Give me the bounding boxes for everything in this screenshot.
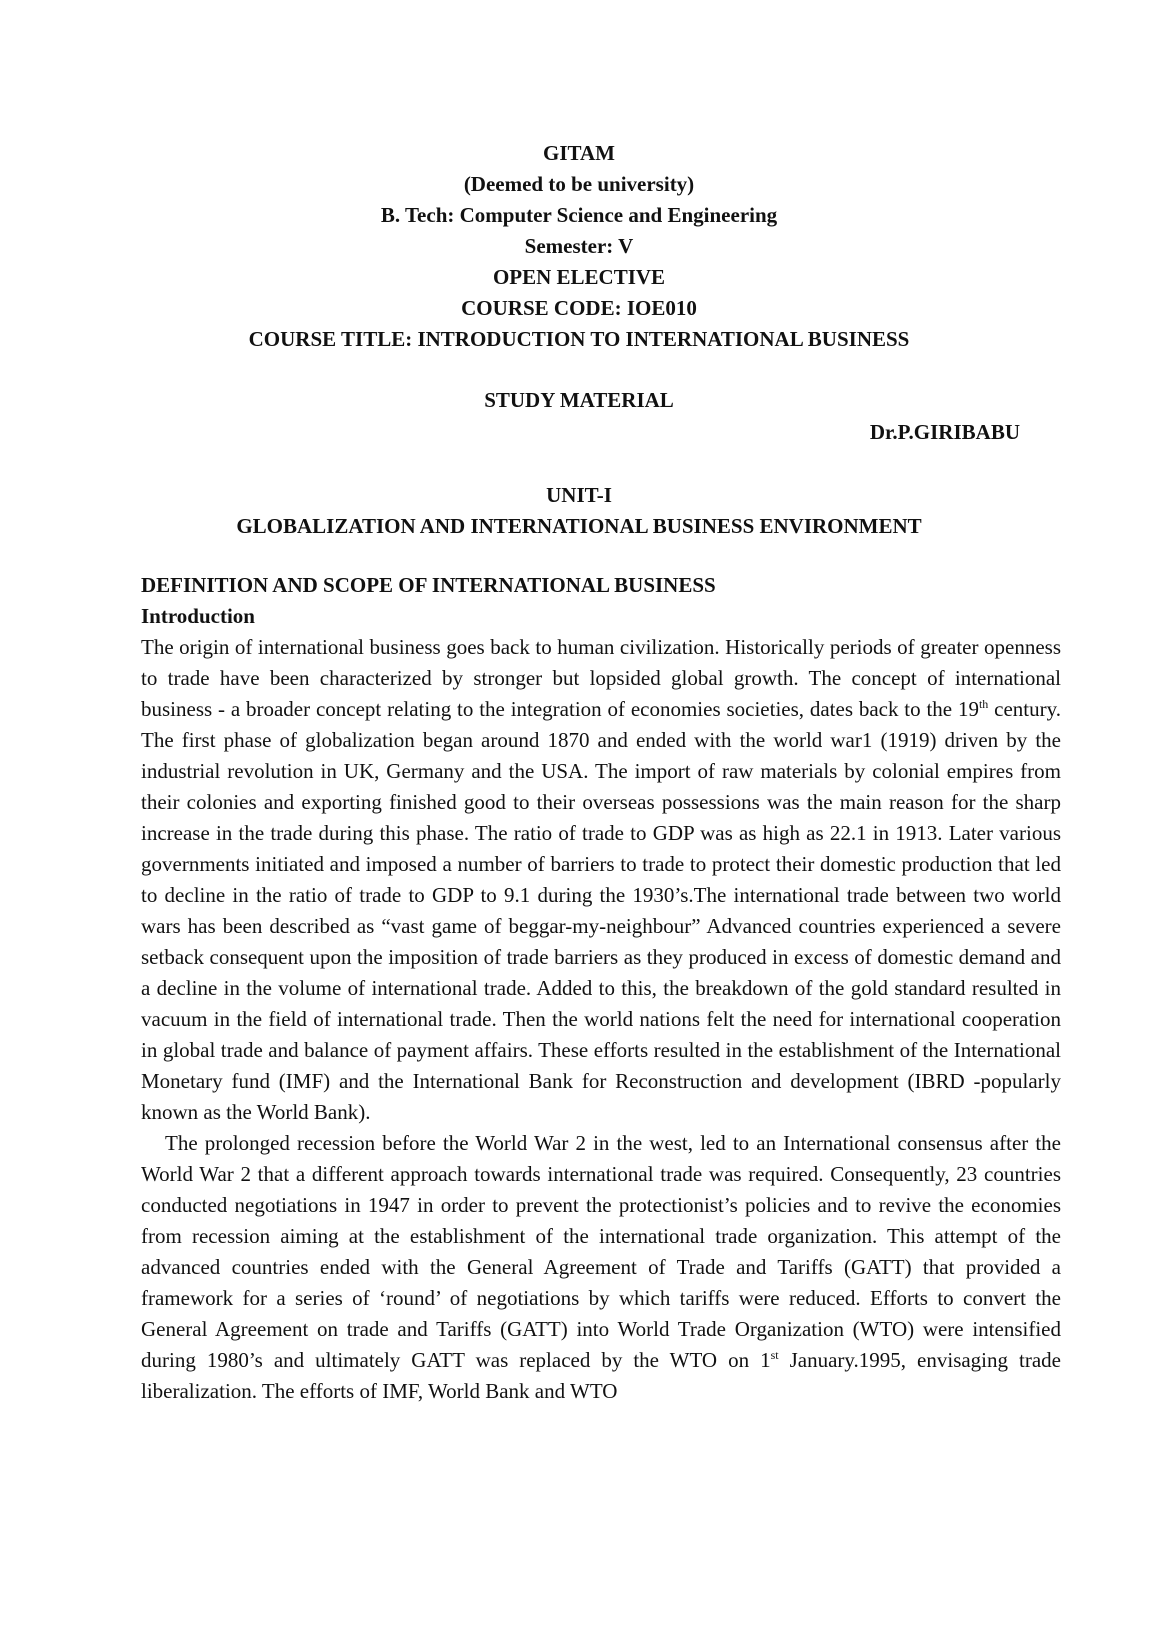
paragraph-1 [141,632,1061,1128]
study-material-heading: STUDY MATERIAL [484,388,674,412]
author-name: Dr.P.GIRIBABU [869,420,1020,444]
paragraph-1-part-b: century. The first phase of globalization began around 1870 and ended with the world war1 (1919) driven by the industrial revolution in UK, Germany and the USA. The import of raw materials by colonial empires from their colonies and exporting finished good to their overseas possessions was the main reason for the sharp increase in the trade during this phase. The ratio of trade to GDP was as high as 22.1 in 1913. Later various governments initiated and imposed a number of barriers to trade to protect their domestic production that led to decline in the ratio of trade to GDP to 9.1 during the 1930’s.The international trade between two world wars has been described as “vast game of beggar-my-neighbour” Advanced countries experienced a severe setback consequent upon the imposition of trade barriers as they produced in excess of domestic demand and a decline in the volume of international trade. Added to this, the breakdown of the gold standard resulted in vacuum in the field of international trade. Then the world nations felt the need for international cooperation in global trade and balance of payment affairs. These efforts resulted in the establishment of the International Monetary fund (IMF) and the International Bank for Reconstruction and development (IBRD -popularly known as the World Bank). [141,697,1061,1124]
paragraph-2-part-b: January.1995, envisaging trade liberalization. The efforts of IMF, World Bank and WTO [141,1348,1061,1403]
paragraph-2-part-a: The prolonged recession before the World War 2 in the west, led to an International consensus after the World War 2 that a different approach towards international trade was required. Consequently, 23 countries conducted negotiations in 1947 in order to prevent the protectionist’s policies and to revive the economies from recession aiming at the establishment of the international trade organization. This attempt of the advanced countries ended with the General Agreement of Trade and Tariffs (GATT) that provided a framework for a series of ‘round’ of negotiations by which tariffs were reduced. Efforts to convert the General Agreement on trade and Tariffs (GATT) into World Trade Organization (WTO) were intensified during 1980’s and ultimately GATT was replaced by the WTO on 1 [141,1131,1061,1372]
unit-number: UNIT-I [546,483,612,507]
paragraph-2-superscript: st [770,1348,779,1362]
unit-heading [0,480,1158,542]
institution-subtitle: (Deemed to be university) [463,172,695,196]
unit-title: GLOBALIZATION AND INTERNATIONAL BUSINESS ENVIRONMENT [236,514,922,538]
elective-type: OPEN ELECTIVE [492,265,666,289]
paragraph-2 [141,1128,1061,1407]
document-header [0,138,1158,355]
document-body [141,570,1061,1407]
paragraph-1-part-a: The origin of international business goes back to human civilization. Historically periods of greater openness to trade have been characterized by stronger but lopsided global growth. The concept of international business - a broader concept relating to the integration of economies societies, dates back to the 19 [141,635,1061,721]
semester: Semester: V [524,234,634,258]
institution-name: GITAM [543,141,615,165]
course-title: COURSE TITLE: INTRODUCTION TO INTERNATIONAL BUSINESS [248,327,910,351]
paragraph-1-superscript: th [978,697,989,711]
program-name: B. Tech: Computer Science and Engineering [380,203,778,227]
section-subtitle: Introduction [141,604,255,628]
section-title: DEFINITION AND SCOPE OF INTERNATIONAL BUSINESS [141,573,716,597]
course-code: COURSE CODE: IOE010 [461,296,697,320]
